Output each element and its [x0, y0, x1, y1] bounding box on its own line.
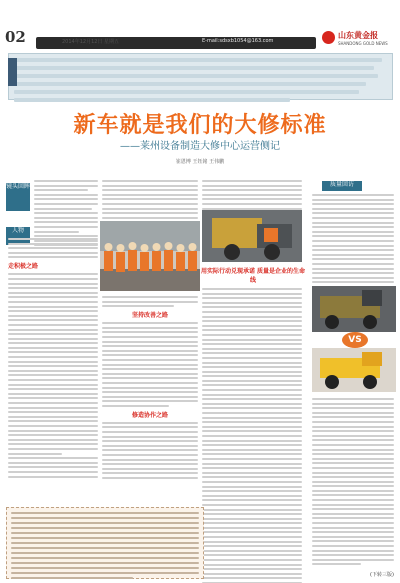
section-title-2: 坚持改善之路 [131, 312, 168, 320]
issue-date: 2014年12月12日 星期五 [62, 39, 120, 45]
article-byline: 崔恩博 王钰铭 王伟鹏 [175, 159, 225, 165]
page-header [0, 0, 400, 50]
section-tag-left-top: 镜头回眸 [6, 183, 30, 211]
logo-icon [322, 31, 335, 44]
vs-badge [342, 332, 368, 348]
logo-title: 山东黄金报 [338, 31, 378, 40]
article-headline: 新车就是我们的大修标准 [73, 112, 327, 138]
section-title-3: 修造协作之路 [131, 411, 168, 419]
article-column-3b [202, 288, 302, 583]
section-title-1: 走积极之路 [8, 263, 39, 271]
article-subheadline: ——莱州设备制造大修中心运营侧记 [120, 141, 280, 152]
editor-note-badge [8, 58, 17, 86]
machinery-photo [202, 210, 302, 262]
vehicle-after-photo [312, 348, 396, 392]
section-title-center: 用实际行动兑现承诺 质量是企业的生命线 [200, 268, 306, 284]
article-column-1b [8, 238, 98, 480]
editor-note-box [8, 53, 393, 100]
vs-label: VS [348, 335, 362, 345]
article-column-4b [312, 398, 394, 568]
logo-subtitle: SHANDONG GOLD NEWS [338, 41, 388, 46]
section-tag-left-mid: 人物 [6, 227, 30, 245]
workers-photo [100, 221, 200, 291]
quote-box [6, 507, 204, 579]
section-tag-right-top: 质量回访 [322, 181, 362, 191]
page-number: 02 [5, 28, 26, 46]
article-column-4 [312, 194, 394, 300]
newspaper-logo [322, 30, 394, 50]
continued-note: (下转三版) [370, 572, 394, 578]
contact-email: E-mail:sdsxb1054@163.com [202, 38, 274, 44]
vehicle-before-photo [312, 286, 396, 332]
article-column-2b [102, 296, 198, 482]
